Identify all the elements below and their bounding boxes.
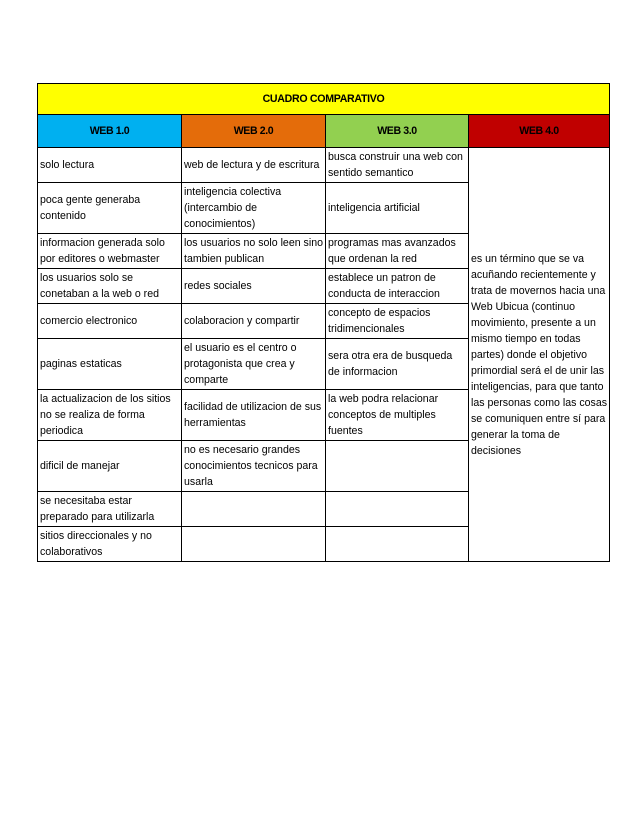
table-row: [38, 148, 610, 183]
table-cell-web-3: programas mas avanzados que ordenan la red: [326, 234, 469, 269]
table-cell-web-2: [182, 527, 326, 562]
table-cell-web-1: solo lectura: [38, 148, 182, 183]
table-cell-web-3: la web podra relacionar conceptos de multiples fuentes: [326, 390, 469, 441]
comparison-table: [37, 83, 610, 562]
table-cell-web-1: sitios direccionales y no colaborativos: [38, 527, 182, 562]
table-cell-web-1: se necesitaba estar preparado para utilizarla: [38, 492, 182, 527]
table-cell-web-1: poca gente generaba contenido: [38, 183, 182, 234]
table-cell-web-1: paginas estaticas: [38, 339, 182, 390]
table-cell-web-3: busca construir una web con sentido semantico: [326, 148, 469, 183]
table-cell-web-2: redes sociales: [182, 269, 326, 304]
table-cell-web-1: dificil de manejar: [38, 441, 182, 492]
table-cell-web-3: inteligencia artificial: [326, 183, 469, 234]
table-title: CUADRO COMPARATIVO: [38, 84, 610, 115]
header-web-1: WEB 1.0: [38, 115, 182, 148]
table-cell-web-2: facilidad de utilizacion de sus herramientas: [182, 390, 326, 441]
table-cell-web-2: los usuarios no solo leen sino tambien publican: [182, 234, 326, 269]
table-cell-web-3: [326, 527, 469, 562]
table-cell-web-2: web de lectura y de escritura: [182, 148, 326, 183]
table-cell-web-1: comercio electronico: [38, 304, 182, 339]
table-cell-web-1: informacion generada solo por editores o webmaster: [38, 234, 182, 269]
table-cell-web-1: la actualizacion de los sitios no se realiza de forma periodica: [38, 390, 182, 441]
header-web-4: WEB 4.0: [469, 115, 610, 148]
table-cell-web-3: [326, 441, 469, 492]
table-cell-web-2: colaboracion y compartir: [182, 304, 326, 339]
header-row: [38, 115, 610, 148]
table-cell-web-2: el usuario es el centro o protagonista que crea y comparte: [182, 339, 326, 390]
table-cell-web-3: establece un patron de conducta de interaccion: [326, 269, 469, 304]
table-cell-web-3: concepto de espacios tridimencionales: [326, 304, 469, 339]
table-cell-web-2: no es necesario grandes conocimientos tecnicos para usarla: [182, 441, 326, 492]
table-cell-web-1: los usuarios solo se conetaban a la web o red: [38, 269, 182, 304]
table-cell-web-3: [326, 492, 469, 527]
table-cell-web-2: [182, 492, 326, 527]
title-row: [38, 84, 610, 115]
header-web-3: WEB 3.0: [326, 115, 469, 148]
header-web-2: WEB 2.0: [182, 115, 326, 148]
web-4-description: es un término que se va acuñando recientemente y trata de movernos hacia una Web Ubicua (continuo movimiento, presente a un mismo tiempo en todas partes) donde el objetivo primordial será el de unir las inteligencias, para que tanto las personas como las cosas se comuniquen entre sí para generar la toma de decisiones: [469, 148, 610, 562]
table-cell-web-3: sera otra era de busqueda de informacion: [326, 339, 469, 390]
table-cell-web-2: inteligencia colectiva (intercambio de conocimientos): [182, 183, 326, 234]
